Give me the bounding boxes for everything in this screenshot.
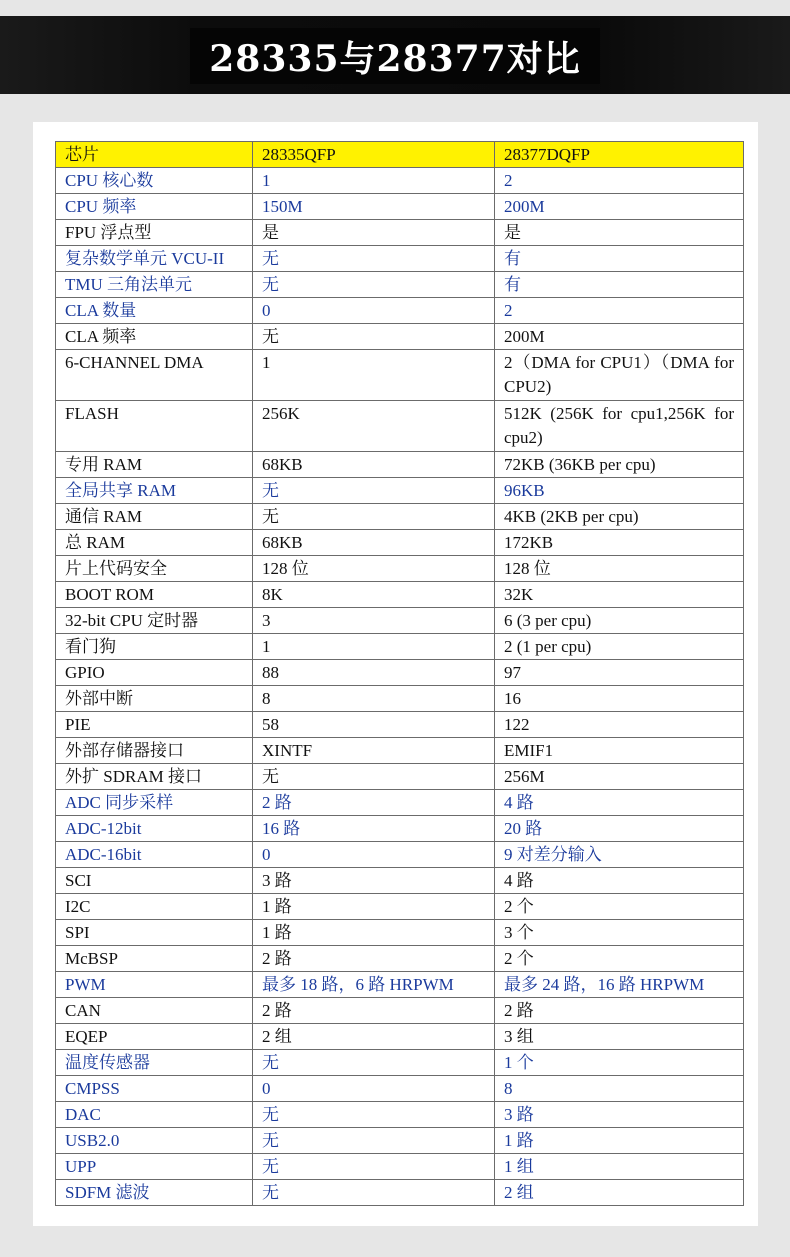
row-28377-cell: 6 (3 per cpu) [495,608,744,634]
title-banner [0,16,790,94]
row-label-cell: 全局共享 RAM [56,478,253,504]
row-28377-cell: 128 位 [495,556,744,582]
row-28335-cell: 8 [253,686,495,712]
row-28335-cell: 无 [253,1050,495,1076]
row-28377-cell: 122 [495,712,744,738]
row-28377-cell: 4KB (2KB per cpu) [495,504,744,530]
row-label-cell: ADC-16bit [56,842,253,868]
row-28335-cell: XINTF [253,738,495,764]
row-28335-cell: 3 [253,608,495,634]
row-label-cell: McBSP [56,946,253,972]
table-row [56,1050,744,1076]
table-row [56,556,744,582]
row-label-cell: PIE [56,712,253,738]
table-row [56,608,744,634]
row-label-cell: CLA 数量 [56,298,253,324]
table-row [56,1024,744,1050]
row-28377-cell: 172KB [495,530,744,556]
row-label-cell: EQEP [56,1024,253,1050]
table-row [56,401,744,452]
table-row [56,764,744,790]
comparison-table [55,141,744,1206]
title-plate [190,28,600,84]
row-label-cell: 外部存储器接口 [56,738,253,764]
row-28377-cell: 2 [495,298,744,324]
table-row [56,272,744,298]
row-28335-cell: 1 路 [253,920,495,946]
header-cell-28335: 28335QFP [253,142,495,168]
row-28335-cell: 256K [253,401,495,452]
row-28335-cell: 68KB [253,530,495,556]
table-row [56,816,744,842]
row-28335-cell: 2 路 [253,790,495,816]
row-label-cell: GPIO [56,660,253,686]
table-row [56,478,744,504]
row-28335-cell: 无 [253,1102,495,1128]
row-28335-cell: 88 [253,660,495,686]
row-28335-cell: 0 [253,842,495,868]
table-row [56,1154,744,1180]
row-label-cell: 专用 RAM [56,452,253,478]
table-row [56,920,744,946]
row-label-cell: ADC-12bit [56,816,253,842]
table-row [56,842,744,868]
row-28335-cell: 150M [253,194,495,220]
row-label-cell: FLASH [56,401,253,452]
table-row [56,298,744,324]
spec-card [33,122,758,1226]
table-row [56,738,744,764]
row-28335-cell: 2 路 [253,946,495,972]
row-28335-cell: 无 [253,764,495,790]
row-28335-cell: 16 路 [253,816,495,842]
row-28377-cell: 最多 24 路，16 路 HRPWM [495,972,744,998]
row-28377-cell: 1 组 [495,1154,744,1180]
table-row [56,1102,744,1128]
row-28335-cell: 3 路 [253,868,495,894]
row-28377-cell: 2 (1 per cpu) [495,634,744,660]
row-28377-cell: 512K (256K for cpu1,256K for cpu2) [495,401,744,452]
row-label-cell: SCI [56,868,253,894]
row-28377-cell: 9 对差分输入 [495,842,744,868]
row-28335-cell: 1 [253,168,495,194]
row-28377-cell: 3 路 [495,1102,744,1128]
row-28377-cell: 8 [495,1076,744,1102]
row-label-cell: 看门狗 [56,634,253,660]
table-row [56,168,744,194]
table-row [56,1180,744,1206]
header-cell-chip: 芯片 [56,142,253,168]
row-label-cell: 总 RAM [56,530,253,556]
row-28377-cell: 1 个 [495,1050,744,1076]
table-row [56,452,744,478]
row-label-cell: SPI [56,920,253,946]
row-label-cell: 复杂数学单元 VCU-II [56,246,253,272]
row-28377-cell: 4 路 [495,868,744,894]
row-label-cell: CAN [56,998,253,1024]
row-label-cell: ADC 同步采样 [56,790,253,816]
table-row [56,712,744,738]
row-28335-cell: 1 [253,634,495,660]
row-label-cell: 温度传感器 [56,1050,253,1076]
row-28335-cell: 2 组 [253,1024,495,1050]
row-label-cell: CMPSS [56,1076,253,1102]
row-label-cell: CPU 频率 [56,194,253,220]
row-28377-cell: 1 路 [495,1128,744,1154]
row-28335-cell: 128 位 [253,556,495,582]
row-28377-cell: 2 个 [495,894,744,920]
table-row [56,1076,744,1102]
table-row [56,220,744,246]
row-28377-cell: 4 路 [495,790,744,816]
row-28377-cell: 200M [495,194,744,220]
table-row [56,868,744,894]
row-28377-cell: 20 路 [495,816,744,842]
row-28335-cell: 68KB [253,452,495,478]
row-28335-cell: 0 [253,298,495,324]
row-28335-cell: 是 [253,220,495,246]
row-28335-cell: 无 [253,504,495,530]
row-28377-cell: 有 [495,272,744,298]
row-28335-cell: 1 路 [253,894,495,920]
row-label-cell: CPU 核心数 [56,168,253,194]
row-28377-cell: 200M [495,324,744,350]
table-row [56,634,744,660]
row-label-cell: 片上代码安全 [56,556,253,582]
row-28377-cell: 是 [495,220,744,246]
row-label-cell: BOOT ROM [56,582,253,608]
table-row [56,504,744,530]
row-28377-cell: 有 [495,246,744,272]
comparison-table-body [56,142,744,1206]
table-row [56,660,744,686]
row-28335-cell: 最多 18 路，6 路 HRPWM [253,972,495,998]
row-28377-cell: 32K [495,582,744,608]
row-28335-cell: 无 [253,1128,495,1154]
row-label-cell: UPP [56,1154,253,1180]
row-28377-cell: 2 组 [495,1180,744,1206]
row-28377-cell: 2 路 [495,998,744,1024]
row-label-cell: FPU 浮点型 [56,220,253,246]
row-label-cell: SDFM 滤波 [56,1180,253,1206]
row-28377-cell: 3 组 [495,1024,744,1050]
row-28335-cell: 无 [253,1180,495,1206]
row-28335-cell: 58 [253,712,495,738]
table-row [56,946,744,972]
row-28377-cell: 2 个 [495,946,744,972]
table-row [56,894,744,920]
table-row [56,246,744,272]
row-28335-cell: 1 [253,350,495,401]
row-28335-cell: 无 [253,272,495,298]
header-cell-28377: 28377DQFP [495,142,744,168]
row-label-cell: I2C [56,894,253,920]
row-28335-cell: 无 [253,324,495,350]
row-label-cell: 通信 RAM [56,504,253,530]
row-label-cell: 外部中断 [56,686,253,712]
table-row [56,972,744,998]
row-label-cell: PWM [56,972,253,998]
row-label-cell: CLA 频率 [56,324,253,350]
row-28377-cell: EMIF1 [495,738,744,764]
row-label-cell: 外扩 SDRAM 接口 [56,764,253,790]
row-label-cell: USB2.0 [56,1128,253,1154]
row-label-cell: 32-bit CPU 定时器 [56,608,253,634]
row-28377-cell: 2 [495,168,744,194]
table-row [56,194,744,220]
table-row [56,998,744,1024]
row-label-cell: TMU 三角法单元 [56,272,253,298]
table-row [56,582,744,608]
row-28335-cell: 无 [253,478,495,504]
row-28335-cell: 无 [253,246,495,272]
page-title: 28335与28377对比 [209,37,581,80]
row-28377-cell: 96KB [495,478,744,504]
table-row [56,790,744,816]
row-28335-cell: 2 路 [253,998,495,1024]
row-label-cell: 6-CHANNEL DMA [56,350,253,401]
table-row [56,350,744,401]
row-28335-cell: 0 [253,1076,495,1102]
table-row [56,324,744,350]
row-28377-cell: 2（DMA for CPU1）（DMA for CPU2) [495,350,744,401]
row-28377-cell: 72KB (36KB per cpu) [495,452,744,478]
row-28335-cell: 8K [253,582,495,608]
row-28377-cell: 97 [495,660,744,686]
row-label-cell: DAC [56,1102,253,1128]
table-row [56,1128,744,1154]
table-row [56,530,744,556]
table-row [56,686,744,712]
row-28335-cell: 无 [253,1154,495,1180]
row-28377-cell: 3 个 [495,920,744,946]
table-header-row [56,142,744,168]
row-28377-cell: 256M [495,764,744,790]
row-28377-cell: 16 [495,686,744,712]
